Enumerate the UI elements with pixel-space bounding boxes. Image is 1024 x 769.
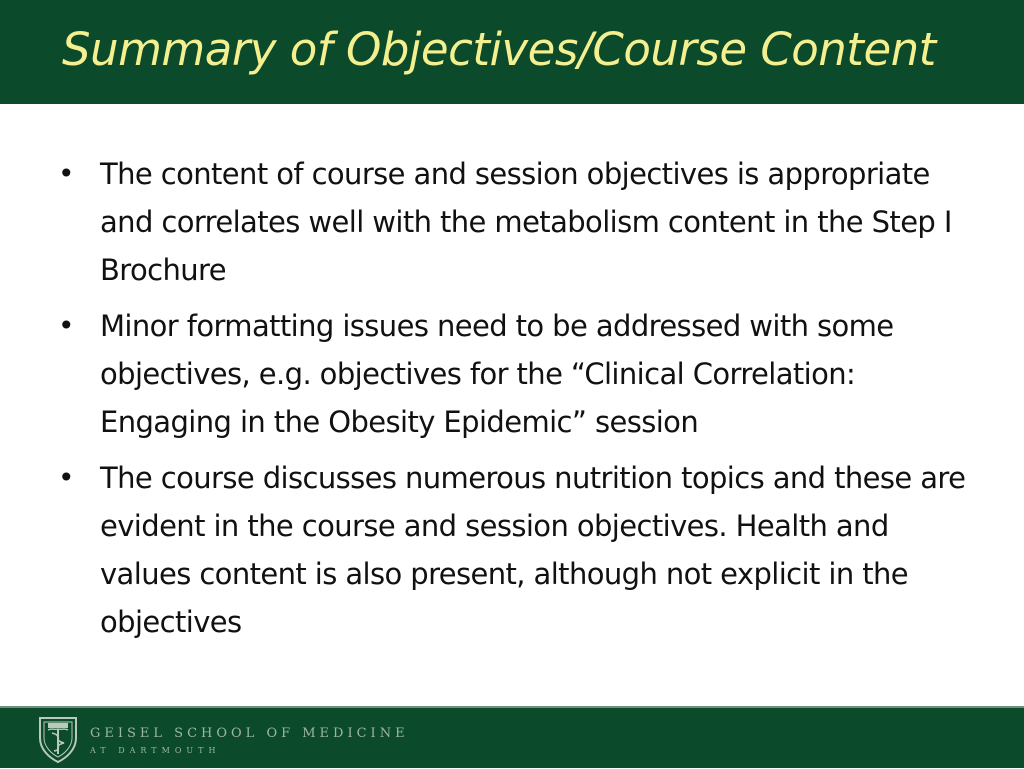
bullet-text: The content of course and session objectives is appropriate and correlates well with the metabolism content in the Step I Brochure <box>100 157 952 287</box>
bullet-item <box>58 302 968 446</box>
bullet-icon: • <box>58 157 74 190</box>
bullet-list <box>58 150 968 654</box>
caduceus-shield-icon <box>36 714 80 764</box>
school-subtitle: AT DARTMOUTH <box>90 746 221 755</box>
footer-bar <box>0 706 1024 768</box>
footer-divider <box>0 706 1024 708</box>
bullet-item <box>58 454 968 646</box>
title-bar <box>0 0 1024 104</box>
bullet-text: Minor formatting issues need to be addressed with some objectives, e.g. objectives for the “Clinical Correlation: Engaging in the Obesity Epidemic” session <box>100 309 894 439</box>
bullet-icon: • <box>58 309 74 342</box>
bullet-item <box>58 150 968 294</box>
bullet-text: The course discusses numerous nutrition topics and these are evident in the course and session objectives. Health and values content is also present, although not explicit in the objectives <box>100 461 966 639</box>
bullet-icon: • <box>58 461 74 494</box>
school-name: GEISEL SCHOOL OF MEDICINE <box>90 726 409 741</box>
school-logo <box>36 714 80 764</box>
slide-title: Summary of Objectives/Course Content <box>62 23 936 76</box>
